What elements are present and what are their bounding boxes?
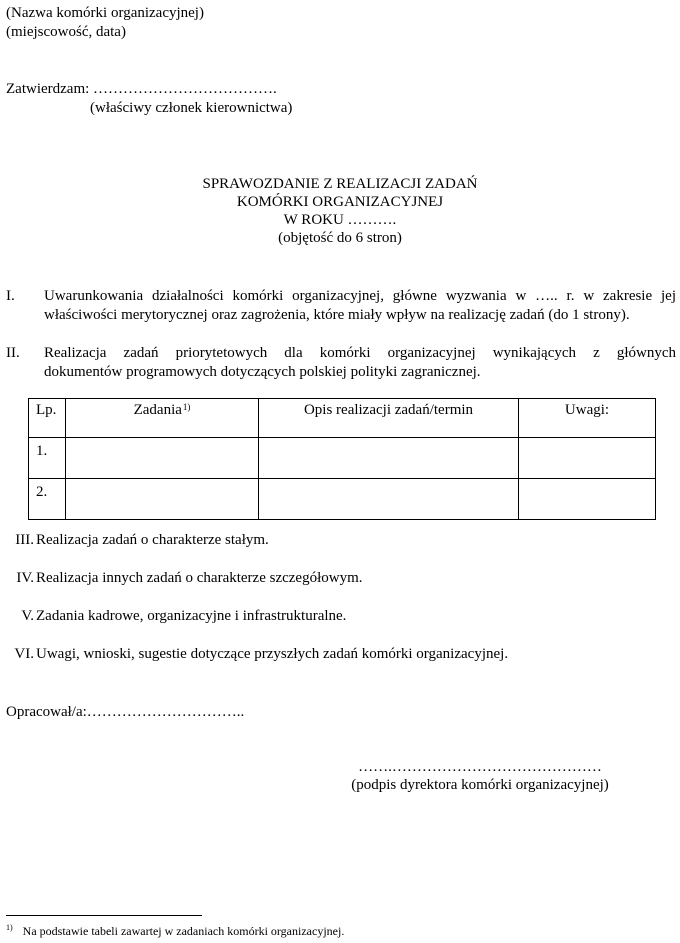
footnote-mark: 1) [6,923,13,932]
approval-caption: (właściwy członek kierownictwa) [90,100,293,116]
section-2-text [44,344,676,382]
section-2-line-1: Realizacja zadań priorytetowych dla komórki organizacyjnej wynikających z głównych [44,345,676,361]
cell-remarks[interactable] [519,479,656,520]
section-3 [6,531,269,550]
section-3-text: Realizacja zadań o charakterze stałym. [36,532,269,548]
table-row [29,438,656,479]
column-header-tasks-label: Zadania [133,402,182,418]
cell-lp: 1. [29,438,66,479]
approval-line: Zatwierdzam: ………………………………. [6,81,277,97]
cell-tasks[interactable] [66,438,259,479]
section-2-line-2: dokumentów programowych dotyczących polskiej polityki zagranicznej. [44,364,481,380]
cell-description[interactable] [259,438,519,479]
tasks-table [28,398,656,520]
section-2-number: II. [6,345,20,361]
report-title-line3: W ROKU ………. [283,212,397,228]
place-date-placeholder: (miejscowość, data) [6,24,126,40]
column-header-lp: Lp. [29,399,66,438]
column-header-remarks: Uwagi: [519,399,656,438]
section-2 [6,344,676,384]
footnote-text: Na podstawie tabeli zawartej w zadaniach komórki organizacyjnej. [22,924,345,938]
section-4-text: Realizacja innych zadań o charakterze szczegółowym. [36,570,363,586]
section-3-number: III. [15,532,34,548]
section-5-text: Zadania kadrowe, organizacyjne i infrastrukturalne. [36,608,347,624]
report-title-line2: KOMÓRKI ORGANIZACYJNEJ [236,194,444,210]
section-1-text [44,287,676,325]
report-subtitle: (objętość do 6 stron) [278,230,402,246]
section-1-line-2: właściwości merytorycznej oraz zagrożenia, które miały wpływ na realizację zadań (do 1 strony). [44,307,630,323]
prepared-by-line: Opracował/a:………………………….. [6,704,245,720]
footnote [6,922,344,941]
footnote-separator [6,915,202,916]
signature-caption: (podpis dyrektora komórki organizacyjnej) [351,777,609,793]
cell-description[interactable] [259,479,519,520]
section-6-number: VI. [14,646,34,662]
section-1-line-1: Uwarunkowania działalności komórki organizacyjnej, główne wyzwania w ….. r. w zakresie jej [44,288,676,304]
cell-lp: 2. [29,479,66,520]
section-6-text: Uwagi, wnioski, sugestie dotyczące przyszłych zadań komórki organizacyjnej. [36,646,509,662]
section-5-number: V. [21,608,34,624]
signature-line: …….…………………………………… [358,759,602,775]
section-6 [6,645,508,664]
section-1 [6,287,676,327]
table-row [29,479,656,520]
section-4-number: IV. [16,570,34,586]
column-header-description: Opis realizacji zadań/termin [259,399,519,438]
table-header-row [29,399,656,438]
cell-tasks[interactable] [66,479,259,520]
section-1-number: I. [6,288,15,304]
unit-name-placeholder: (Nazwa komórki organizacyjnej) [6,5,204,21]
footnote-reference: 1) [182,402,191,412]
section-4 [6,569,363,588]
report-title-line1: SPRAWOZDANIE Z REALIZACJI ZADAŃ [202,176,478,192]
section-5 [6,607,346,626]
column-header-tasks [66,399,259,438]
cell-remarks[interactable] [519,438,656,479]
